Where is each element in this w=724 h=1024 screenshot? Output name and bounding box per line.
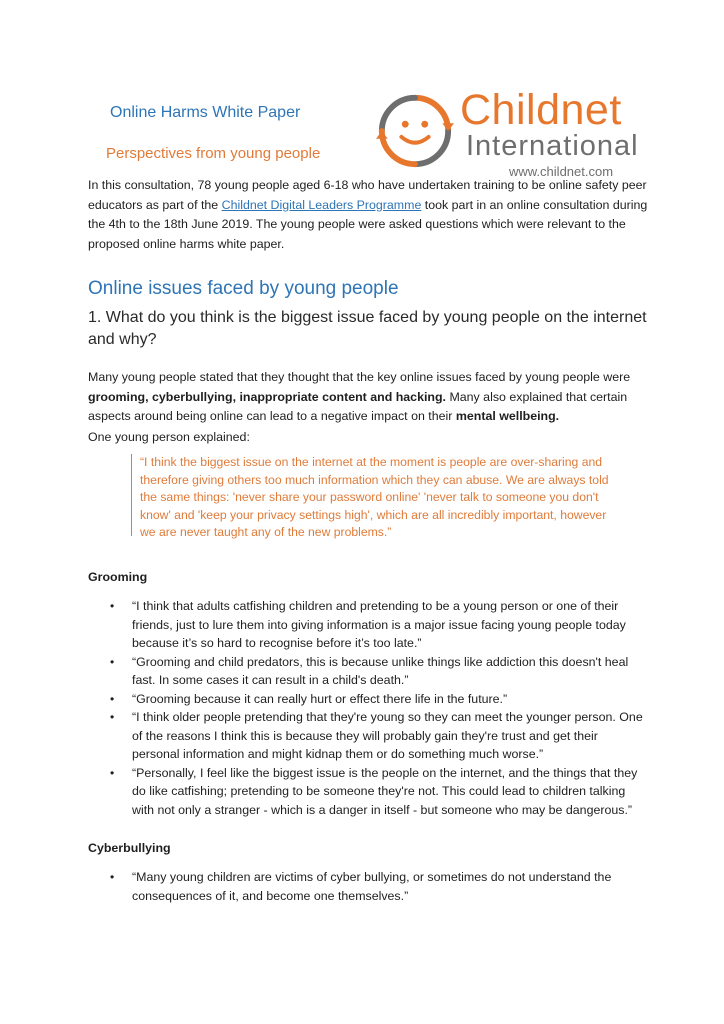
bullet-icon: • [110, 765, 115, 780]
pull-quote: “I think the biggest issue on the internet at the moment is people are over-sharing and therefore giving others too much information which they can abuse. We are always told the same things: 'never share your password online' 'never talk to someone you don't know' and 'keep your privacy settings high', which are all incredibly important, however we are never taught any of the new problems.” [131, 454, 610, 536]
summary-bold-2: mental wellbeing. [455, 409, 560, 423]
list-item-text: “Grooming and child predators, this is because unlike things like addiction this doesn't heal fast. In some cases it can result in a child's death.” [132, 654, 629, 687]
summary-bold-1: grooming, cyberbullying, inappropriate content and hacking. [88, 389, 446, 404]
list-item [88, 868, 648, 905]
explained-line: One young person explained: [88, 430, 250, 444]
bullet-icon: • [110, 710, 115, 724]
logo-url: www.childnet.com [509, 164, 614, 179]
summary-paragraph [88, 368, 648, 427]
grooming-heading: Grooming [88, 570, 148, 584]
list-item [88, 597, 648, 653]
list-item [88, 690, 648, 709]
list-item [88, 708, 648, 764]
question-heading: 1. What do you think is the biggest issue faced by young people on the internet and why? [88, 309, 647, 348]
list-item-text: “Grooming because it can really hurt or effect there life in the future.” [132, 691, 508, 706]
cyberbullying-list [88, 868, 648, 905]
cyberbullying-heading: Cyberbullying [88, 841, 171, 855]
summary-text-2: Many also explained that certain aspects around being online can lead to a negative impact on their [88, 389, 628, 423]
intro-paragraph [88, 176, 648, 254]
section-heading: Online issues faced by young people [88, 278, 399, 299]
list-item-text: “I think older people pretending that they're young so they can meet the younger person. One of the reasons I think this is because they will probably gain they're trust and get their personal information and might kidnap them or do something much worse.” [132, 710, 643, 761]
bullet-icon: • [110, 599, 115, 613]
digital-leaders-link[interactable]: Childnet Digital Leaders Programme [221, 197, 422, 212]
bullet-icon: • [110, 654, 115, 669]
intro-text-before: In this consultation, 78 young people aged 6-18 who have undertaken training to be online safety peer educators as part of the [88, 178, 647, 212]
list-item-text: “Personally, I feel like the biggest issue is the people on the internet, and the things that they do like catfishing; pretending to be someone they're not. This could lead to children talking with not only a stranger - which is a danger in itself - but someone who may be dangerous.” [132, 765, 638, 817]
list-item [88, 653, 648, 690]
childnet-logo [376, 86, 646, 182]
document-subtitle: Perspectives from young people [106, 145, 321, 162]
list-item-text: “I think that adults catfishing children and pretending to be a young person or one of their friends, just to lure them into giving information is a major issue facing young people today because it’s so hard to recognise before it’s too late.” [132, 599, 626, 650]
list-item [88, 764, 648, 820]
bullet-icon: • [110, 691, 115, 706]
summary-text-1: Many young people stated that they thought that the key online issues faced by young people were [88, 370, 631, 384]
list-item-text: “Many young children are victims of cyber bullying, or sometimes do not understand the consequences of it, and become one themselves.” [132, 870, 612, 903]
logo-name: Childnet [460, 86, 622, 134]
logo-tagline: International [466, 130, 639, 162]
smiley-logo-icon [376, 92, 454, 170]
grooming-list [88, 597, 648, 819]
intro-text-after: took part in an online consultation during the 4th to the 18th June 2019. The young people were asked questions which were relevant to the proposed online harms white paper. [88, 197, 648, 251]
document-title: Online Harms White Paper [110, 104, 301, 121]
bullet-icon: • [110, 870, 115, 884]
